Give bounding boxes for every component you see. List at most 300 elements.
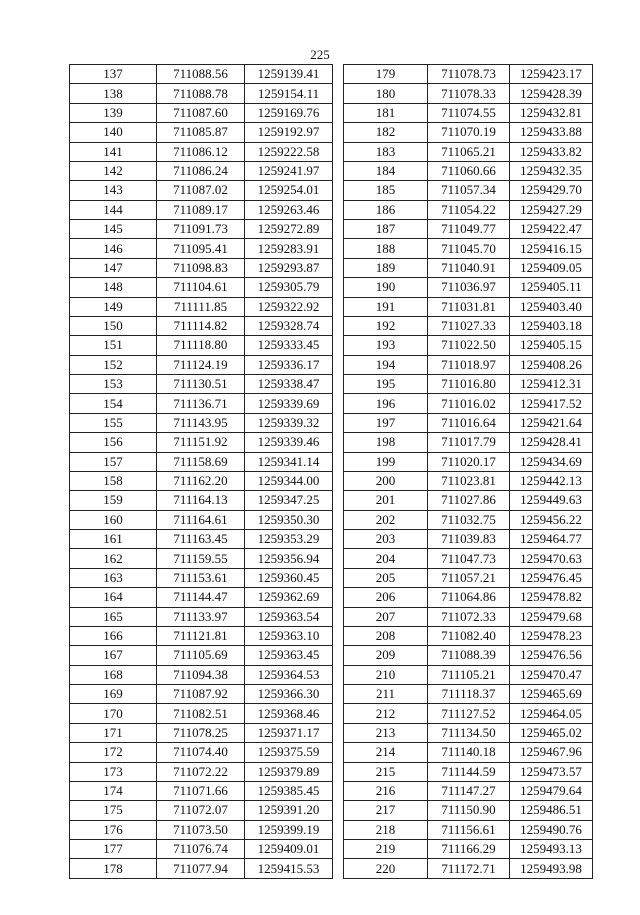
table-row	[70, 723, 333, 742]
x-coordinate-cell: 711088.39	[428, 646, 510, 665]
x-coordinate-cell: 711027.86	[428, 491, 510, 510]
x-coordinate-cell: 711130.51	[157, 375, 245, 394]
y-coordinate-cell: 1259427.29	[510, 200, 593, 219]
page-number: 225	[310, 47, 330, 62]
x-coordinate-cell: 711070.19	[428, 123, 510, 142]
table-row	[70, 471, 333, 490]
table-row	[344, 258, 593, 277]
point-number-cell: 165	[70, 607, 157, 626]
table-row	[70, 297, 333, 316]
x-coordinate-cell: 711156.61	[428, 820, 510, 839]
point-number-cell: 143	[70, 181, 157, 200]
y-coordinate-cell: 1259385.45	[245, 781, 333, 800]
x-coordinate-cell: 711018.97	[428, 355, 510, 374]
table-row	[70, 859, 333, 878]
table-row	[344, 452, 593, 471]
point-number-cell: 174	[70, 781, 157, 800]
y-coordinate-cell: 1259391.20	[245, 801, 333, 820]
x-coordinate-cell: 711162.20	[157, 471, 245, 490]
table-row	[344, 375, 593, 394]
x-coordinate-cell: 711164.61	[157, 510, 245, 529]
table-row	[344, 123, 593, 142]
x-coordinate-cell: 711077.94	[157, 859, 245, 878]
x-coordinate-cell: 711124.19	[157, 355, 245, 374]
table-row	[70, 743, 333, 762]
table-row	[344, 840, 593, 859]
table-row	[70, 588, 333, 607]
point-number-cell: 154	[70, 394, 157, 413]
x-coordinate-cell: 711073.50	[157, 820, 245, 839]
table-row	[344, 820, 593, 839]
y-coordinate-cell: 1259432.81	[510, 103, 593, 122]
x-coordinate-cell: 711078.33	[428, 84, 510, 103]
y-coordinate-cell: 1259416.15	[510, 239, 593, 258]
point-number-cell: 200	[344, 471, 428, 490]
y-coordinate-cell: 1259409.01	[245, 840, 333, 859]
y-coordinate-cell: 1259467.96	[510, 743, 593, 762]
table-row	[70, 278, 333, 297]
y-coordinate-cell: 1259465.69	[510, 685, 593, 704]
y-coordinate-cell: 1259415.53	[245, 859, 333, 878]
table-row	[344, 161, 593, 180]
table-row	[344, 723, 593, 742]
x-coordinate-cell: 711036.97	[428, 278, 510, 297]
point-number-cell: 202	[344, 510, 428, 529]
point-number-cell: 192	[344, 316, 428, 335]
table-row	[70, 433, 333, 452]
table-row	[70, 665, 333, 684]
x-coordinate-cell: 711151.92	[157, 433, 245, 452]
point-number-cell: 158	[70, 471, 157, 490]
y-coordinate-cell: 1259254.01	[245, 181, 333, 200]
point-number-cell: 210	[344, 665, 428, 684]
y-coordinate-cell: 1259493.98	[510, 859, 593, 878]
table-row	[70, 336, 333, 355]
y-coordinate-cell: 1259353.29	[245, 530, 333, 549]
x-coordinate-cell: 711085.87	[157, 123, 245, 142]
table-row	[344, 743, 593, 762]
y-coordinate-cell: 1259169.76	[245, 103, 333, 122]
table-row	[344, 491, 593, 510]
x-coordinate-cell: 711072.33	[428, 607, 510, 626]
x-coordinate-cell: 711094.38	[157, 665, 245, 684]
y-coordinate-cell: 1259241.97	[245, 161, 333, 180]
y-coordinate-cell: 1259478.23	[510, 626, 593, 645]
point-number-cell: 207	[344, 607, 428, 626]
y-coordinate-cell: 1259336.17	[245, 355, 333, 374]
table-row	[344, 278, 593, 297]
point-number-cell: 172	[70, 743, 157, 762]
y-coordinate-cell: 1259433.88	[510, 123, 593, 142]
y-coordinate-cell: 1259339.32	[245, 413, 333, 432]
x-coordinate-cell: 711016.64	[428, 413, 510, 432]
y-coordinate-cell: 1259333.45	[245, 336, 333, 355]
y-coordinate-cell: 1259403.40	[510, 297, 593, 316]
table-row	[344, 413, 593, 432]
table-row	[70, 375, 333, 394]
table-row	[344, 762, 593, 781]
table-row	[70, 646, 333, 665]
y-coordinate-cell: 1259476.56	[510, 646, 593, 665]
point-number-cell: 205	[344, 568, 428, 587]
y-coordinate-cell: 1259399.19	[245, 820, 333, 839]
table-row	[70, 239, 333, 258]
y-coordinate-cell: 1259434.69	[510, 452, 593, 471]
point-number-cell: 194	[344, 355, 428, 374]
point-number-cell: 167	[70, 646, 157, 665]
x-coordinate-cell: 711114.82	[157, 316, 245, 335]
y-coordinate-cell: 1259412.31	[510, 375, 593, 394]
x-coordinate-cell: 711040.91	[428, 258, 510, 277]
table-row	[70, 549, 333, 568]
x-coordinate-cell: 711020.17	[428, 452, 510, 471]
x-coordinate-cell: 711064.86	[428, 588, 510, 607]
y-coordinate-cell: 1259433.82	[510, 142, 593, 161]
point-number-cell: 176	[70, 820, 157, 839]
x-coordinate-cell: 711027.33	[428, 316, 510, 335]
y-coordinate-cell: 1259139.41	[245, 65, 333, 84]
point-number-cell: 220	[344, 859, 428, 878]
point-number-cell: 183	[344, 142, 428, 161]
x-coordinate-cell: 711086.24	[157, 161, 245, 180]
table-row	[344, 685, 593, 704]
x-coordinate-cell: 711150.90	[428, 801, 510, 820]
point-number-cell: 206	[344, 588, 428, 607]
table-row	[344, 355, 593, 374]
table-row	[344, 220, 593, 239]
x-coordinate-cell: 711163.45	[157, 530, 245, 549]
point-number-cell: 168	[70, 665, 157, 684]
table-row	[344, 65, 593, 84]
x-coordinate-cell: 711078.25	[157, 723, 245, 742]
point-number-cell: 160	[70, 510, 157, 529]
table-row	[344, 84, 593, 103]
y-coordinate-cell: 1259421.64	[510, 413, 593, 432]
point-number-cell: 203	[344, 530, 428, 549]
point-number-cell: 139	[70, 103, 157, 122]
y-coordinate-cell: 1259465.02	[510, 723, 593, 742]
y-coordinate-cell: 1259341.14	[245, 452, 333, 471]
y-coordinate-cell: 1259363.10	[245, 626, 333, 645]
point-number-cell: 166	[70, 626, 157, 645]
table-row	[344, 103, 593, 122]
table-row	[344, 607, 593, 626]
point-number-cell: 218	[344, 820, 428, 839]
point-number-cell: 201	[344, 491, 428, 510]
y-coordinate-cell: 1259405.15	[510, 336, 593, 355]
point-number-cell: 171	[70, 723, 157, 742]
table-row	[70, 161, 333, 180]
x-coordinate-cell: 711105.21	[428, 665, 510, 684]
table-row	[344, 859, 593, 878]
y-coordinate-cell: 1259344.00	[245, 471, 333, 490]
y-coordinate-cell: 1259403.18	[510, 316, 593, 335]
table-row	[70, 316, 333, 335]
y-coordinate-cell: 1259432.35	[510, 161, 593, 180]
table-row	[70, 568, 333, 587]
point-number-cell: 196	[344, 394, 428, 413]
x-coordinate-cell: 711134.50	[428, 723, 510, 742]
table-row	[344, 181, 593, 200]
x-coordinate-cell: 711078.73	[428, 65, 510, 84]
y-coordinate-cell: 1259408.26	[510, 355, 593, 374]
point-number-cell: 204	[344, 549, 428, 568]
y-coordinate-cell: 1259371.17	[245, 723, 333, 742]
x-coordinate-cell: 711074.55	[428, 103, 510, 122]
y-coordinate-cell: 1259154.11	[245, 84, 333, 103]
x-coordinate-cell: 711098.83	[157, 258, 245, 277]
table-row	[344, 297, 593, 316]
table-row	[70, 394, 333, 413]
point-number-cell: 155	[70, 413, 157, 432]
point-number-cell: 142	[70, 161, 157, 180]
table-row	[344, 588, 593, 607]
x-coordinate-cell: 711076.74	[157, 840, 245, 859]
y-coordinate-cell: 1259375.59	[245, 743, 333, 762]
point-number-cell: 141	[70, 142, 157, 161]
table-row	[70, 491, 333, 510]
x-coordinate-cell: 711088.78	[157, 84, 245, 103]
x-coordinate-cell: 711133.97	[157, 607, 245, 626]
y-coordinate-cell: 1259478.82	[510, 588, 593, 607]
point-number-cell: 170	[70, 704, 157, 723]
x-coordinate-cell: 711153.61	[157, 568, 245, 587]
x-coordinate-cell: 711159.55	[157, 549, 245, 568]
point-number-cell: 181	[344, 103, 428, 122]
y-coordinate-cell: 1259486.51	[510, 801, 593, 820]
x-coordinate-cell: 711087.02	[157, 181, 245, 200]
point-number-cell: 177	[70, 840, 157, 859]
point-number-cell: 153	[70, 375, 157, 394]
y-coordinate-cell: 1259328.74	[245, 316, 333, 335]
x-coordinate-cell: 711045.70	[428, 239, 510, 258]
point-number-cell: 179	[344, 65, 428, 84]
point-number-cell: 148	[70, 278, 157, 297]
y-coordinate-cell: 1259293.87	[245, 258, 333, 277]
point-number-cell: 212	[344, 704, 428, 723]
table-row	[344, 665, 593, 684]
point-number-cell: 186	[344, 200, 428, 219]
point-number-cell: 191	[344, 297, 428, 316]
x-coordinate-cell: 711031.81	[428, 297, 510, 316]
table-row	[344, 646, 593, 665]
y-coordinate-cell: 1259490.76	[510, 820, 593, 839]
y-coordinate-cell: 1259363.45	[245, 646, 333, 665]
y-coordinate-cell: 1259464.05	[510, 704, 593, 723]
point-number-cell: 198	[344, 433, 428, 452]
x-coordinate-cell: 711017.79	[428, 433, 510, 452]
y-coordinate-cell: 1259339.46	[245, 433, 333, 452]
table-row	[70, 413, 333, 432]
x-coordinate-cell: 711089.17	[157, 200, 245, 219]
point-number-cell: 213	[344, 723, 428, 742]
point-number-cell: 178	[70, 859, 157, 878]
table-row	[344, 530, 593, 549]
y-coordinate-cell: 1259363.54	[245, 607, 333, 626]
x-coordinate-cell: 711144.59	[428, 762, 510, 781]
y-coordinate-cell: 1259417.52	[510, 394, 593, 413]
point-number-cell: 187	[344, 220, 428, 239]
x-coordinate-cell: 711091.73	[157, 220, 245, 239]
x-coordinate-cell: 711144.47	[157, 588, 245, 607]
x-coordinate-cell: 711104.61	[157, 278, 245, 297]
x-coordinate-cell: 711095.41	[157, 239, 245, 258]
y-coordinate-cell: 1259470.63	[510, 549, 593, 568]
x-coordinate-cell: 711074.40	[157, 743, 245, 762]
x-coordinate-cell: 711118.80	[157, 336, 245, 355]
x-coordinate-cell: 711049.77	[428, 220, 510, 239]
x-coordinate-cell: 711060.66	[428, 161, 510, 180]
x-coordinate-cell: 711072.07	[157, 801, 245, 820]
y-coordinate-cell: 1259350.30	[245, 510, 333, 529]
table-row	[70, 607, 333, 626]
x-coordinate-cell: 711057.21	[428, 568, 510, 587]
x-coordinate-cell: 711111.85	[157, 297, 245, 316]
table-row	[70, 103, 333, 122]
point-number-cell: 173	[70, 762, 157, 781]
point-number-cell: 164	[70, 588, 157, 607]
point-number-cell: 146	[70, 239, 157, 258]
x-coordinate-cell: 711087.60	[157, 103, 245, 122]
y-coordinate-cell: 1259479.68	[510, 607, 593, 626]
table-row	[344, 781, 593, 800]
point-number-cell: 197	[344, 413, 428, 432]
y-coordinate-cell: 1259476.45	[510, 568, 593, 587]
table-row	[70, 781, 333, 800]
x-coordinate-cell: 711022.50	[428, 336, 510, 355]
table-row	[70, 65, 333, 84]
point-number-cell: 184	[344, 161, 428, 180]
y-coordinate-cell: 1259409.05	[510, 258, 593, 277]
x-coordinate-cell: 711082.51	[157, 704, 245, 723]
table-row	[344, 704, 593, 723]
x-coordinate-cell: 711023.81	[428, 471, 510, 490]
coordinate-table-left	[69, 64, 333, 879]
point-number-cell: 161	[70, 530, 157, 549]
table-row	[70, 840, 333, 859]
point-number-cell: 152	[70, 355, 157, 374]
point-number-cell: 156	[70, 433, 157, 452]
table-row	[70, 220, 333, 239]
x-coordinate-cell: 711032.75	[428, 510, 510, 529]
y-coordinate-cell: 1259366.30	[245, 685, 333, 704]
x-coordinate-cell: 711039.83	[428, 530, 510, 549]
y-coordinate-cell: 1259222.58	[245, 142, 333, 161]
y-coordinate-cell: 1259263.46	[245, 200, 333, 219]
y-coordinate-cell: 1259368.46	[245, 704, 333, 723]
table-row	[70, 181, 333, 200]
y-coordinate-cell: 1259322.92	[245, 297, 333, 316]
table-row	[70, 355, 333, 374]
point-number-cell: 149	[70, 297, 157, 316]
table-row	[70, 142, 333, 161]
table-row	[344, 142, 593, 161]
table-row	[344, 801, 593, 820]
y-coordinate-cell: 1259338.47	[245, 375, 333, 394]
y-coordinate-cell: 1259379.89	[245, 762, 333, 781]
x-coordinate-cell: 711164.13	[157, 491, 245, 510]
table-row	[344, 549, 593, 568]
point-number-cell: 137	[70, 65, 157, 84]
point-number-cell: 219	[344, 840, 428, 859]
y-coordinate-cell: 1259192.97	[245, 123, 333, 142]
table-row	[70, 510, 333, 529]
x-coordinate-cell: 711136.71	[157, 394, 245, 413]
x-coordinate-cell: 711118.37	[428, 685, 510, 704]
y-coordinate-cell: 1259493.13	[510, 840, 593, 859]
x-coordinate-cell: 711082.40	[428, 626, 510, 645]
y-coordinate-cell: 1259479.64	[510, 781, 593, 800]
x-coordinate-cell: 711047.73	[428, 549, 510, 568]
table-row	[344, 568, 593, 587]
x-coordinate-cell: 711054.22	[428, 200, 510, 219]
x-coordinate-cell: 711172.71	[428, 859, 510, 878]
y-coordinate-cell: 1259305.79	[245, 278, 333, 297]
point-number-cell: 214	[344, 743, 428, 762]
point-number-cell: 159	[70, 491, 157, 510]
table-row	[344, 239, 593, 258]
x-coordinate-cell: 711086.12	[157, 142, 245, 161]
x-coordinate-cell: 711016.02	[428, 394, 510, 413]
point-number-cell: 157	[70, 452, 157, 471]
y-coordinate-cell: 1259347.25	[245, 491, 333, 510]
y-coordinate-cell: 1259449.63	[510, 491, 593, 510]
point-number-cell: 188	[344, 239, 428, 258]
x-coordinate-cell: 711127.52	[428, 704, 510, 723]
x-coordinate-cell: 711143.95	[157, 413, 245, 432]
x-coordinate-cell: 711071.66	[157, 781, 245, 800]
point-number-cell: 162	[70, 549, 157, 568]
x-coordinate-cell: 711158.69	[157, 452, 245, 471]
table-row	[344, 510, 593, 529]
y-coordinate-cell: 1259405.11	[510, 278, 593, 297]
y-coordinate-cell: 1259429.70	[510, 181, 593, 200]
point-number-cell: 215	[344, 762, 428, 781]
table-row	[344, 433, 593, 452]
y-coordinate-cell: 1259422.47	[510, 220, 593, 239]
table-row	[344, 336, 593, 355]
point-number-cell: 163	[70, 568, 157, 587]
x-coordinate-cell: 711072.22	[157, 762, 245, 781]
table-row	[70, 200, 333, 219]
point-number-cell: 185	[344, 181, 428, 200]
y-coordinate-cell: 1259470.47	[510, 665, 593, 684]
y-coordinate-cell: 1259442.13	[510, 471, 593, 490]
point-number-cell: 175	[70, 801, 157, 820]
y-coordinate-cell: 1259362.69	[245, 588, 333, 607]
point-number-cell: 151	[70, 336, 157, 355]
table-row	[70, 801, 333, 820]
point-number-cell: 193	[344, 336, 428, 355]
table-row	[70, 704, 333, 723]
x-coordinate-cell: 711088.56	[157, 65, 245, 84]
point-number-cell: 216	[344, 781, 428, 800]
table-row	[70, 84, 333, 103]
point-number-cell: 195	[344, 375, 428, 394]
table-row	[344, 394, 593, 413]
y-coordinate-cell: 1259356.94	[245, 549, 333, 568]
table-row	[344, 316, 593, 335]
point-number-cell: 147	[70, 258, 157, 277]
point-number-cell: 138	[70, 84, 157, 103]
y-coordinate-cell: 1259428.41	[510, 433, 593, 452]
x-coordinate-cell: 711087.92	[157, 685, 245, 704]
point-number-cell: 144	[70, 200, 157, 219]
y-coordinate-cell: 1259364.53	[245, 665, 333, 684]
y-coordinate-cell: 1259360.45	[245, 568, 333, 587]
table-row	[70, 685, 333, 704]
table-row	[70, 530, 333, 549]
